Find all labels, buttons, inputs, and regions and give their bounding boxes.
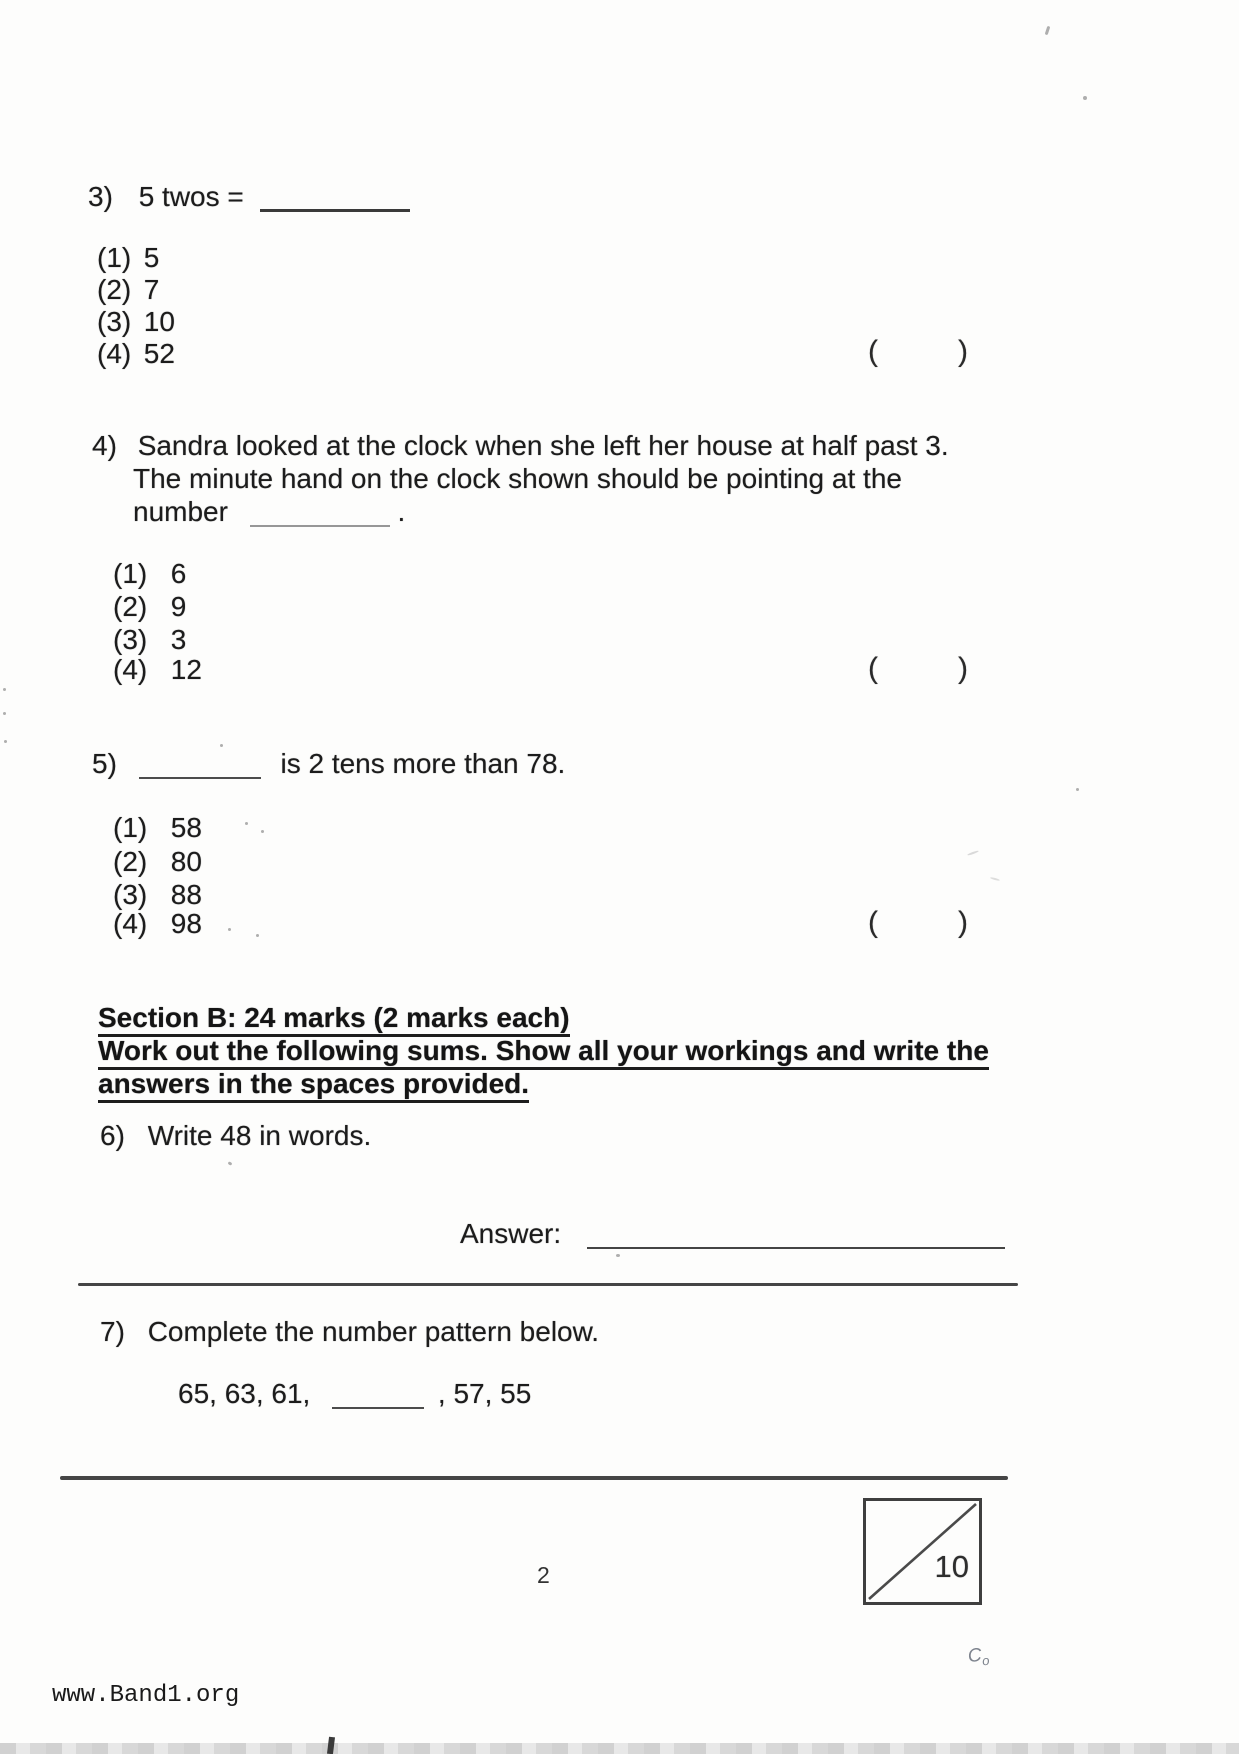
handwritten-mark-sub: o: [981, 1652, 991, 1669]
option-value: 58: [170, 812, 202, 843]
footer-divider: [60, 1476, 1008, 1480]
bracket-open: (: [868, 335, 878, 368]
option-label: (3): [97, 306, 132, 337]
scan-speck: [228, 1161, 233, 1166]
question-4-option-1: [113, 558, 186, 590]
question-6-answer-blank: [587, 1243, 1005, 1249]
bracket-close: ): [958, 335, 968, 368]
bracket-open: (: [868, 652, 878, 685]
section-b-title: Section B: 24 marks (2 marks each): [98, 1002, 570, 1037]
option-value: 9: [170, 591, 187, 622]
scan-speck: [1045, 26, 1051, 35]
question-3-answer-bracket: [868, 335, 968, 369]
question-6-stem: [100, 1120, 371, 1152]
question-7-number: 7): [100, 1316, 125, 1347]
question-7-text: Complete the number pattern below.: [147, 1316, 600, 1347]
question-3-number: 3): [88, 181, 113, 212]
scan-speck: [3, 688, 6, 691]
option-label: (2): [113, 846, 148, 877]
scan-speck: [261, 830, 264, 833]
bracket-close: ): [958, 906, 968, 939]
option-label: (3): [113, 879, 148, 910]
option-value: 7: [143, 274, 160, 305]
question-4-option-4: [113, 654, 202, 686]
question-4-stem-line1: [92, 430, 949, 462]
question-4-stem-line2: [133, 463, 902, 495]
scan-speck: [245, 822, 248, 825]
option-value: 98: [170, 908, 202, 939]
handwritten-mark-text: C: [966, 1644, 983, 1668]
section-divider: [78, 1283, 1018, 1286]
question-7-pattern: [178, 1378, 531, 1410]
website-footer: www.Band1.org: [52, 1682, 240, 1709]
question-5-text: is 2 tens more than 78.: [280, 748, 566, 779]
scan-speck: [228, 928, 231, 931]
option-label: (4): [113, 908, 148, 939]
section-b-heading-line3: [98, 1068, 529, 1100]
section-b-heading-line2: [98, 1035, 989, 1067]
question-4-answer-bracket: [868, 652, 968, 686]
option-value: 3: [170, 624, 187, 655]
option-label: (2): [113, 591, 148, 622]
marks-total: 10: [934, 1549, 969, 1584]
question-4-blank: [250, 521, 390, 527]
answer-label: Answer:: [460, 1218, 562, 1249]
question-6-number: 6): [100, 1120, 125, 1151]
option-value: 5: [143, 242, 160, 273]
scan-speck: [990, 877, 1000, 882]
option-label: (4): [113, 654, 148, 685]
question-5-number: 5): [92, 748, 117, 779]
scan-speck: [1076, 788, 1079, 791]
scan-speck: [1083, 96, 1087, 100]
question-4-option-2: [113, 591, 186, 623]
question-3-stem: [88, 181, 410, 213]
marks-box: [863, 1498, 982, 1605]
scan-speck: [616, 1254, 620, 1257]
option-label: (2): [97, 274, 132, 305]
question-5-answer-bracket: [868, 906, 968, 940]
bottom-scan-artifact: [0, 1743, 1239, 1754]
question-3-option-1: [97, 242, 159, 274]
option-label: (1): [97, 242, 132, 273]
option-value: 10: [143, 306, 175, 337]
question-4-text-line2: The minute hand on the clock shown should be pointing at the: [133, 463, 902, 494]
option-value: 12: [170, 654, 202, 685]
question-5-option-3: [113, 879, 202, 911]
pattern-prefix: 65, 63, 61,: [178, 1378, 311, 1409]
question-4-text-line3-period: .: [397, 496, 406, 527]
option-label: (3): [113, 624, 148, 655]
question-3-option-3: [97, 306, 175, 338]
question-5-stem: [92, 748, 565, 780]
question-6-text: Write 48 in words.: [147, 1120, 372, 1151]
question-5-option-1: [113, 812, 202, 844]
question-4-text-line1: Sandra looked at the clock when she left her house at half past 3.: [137, 430, 949, 461]
question-5-option-4: [113, 908, 202, 940]
option-value: 80: [170, 846, 202, 877]
page-number: 2: [537, 1562, 550, 1588]
question-4-text-line3: number: [133, 496, 228, 527]
bracket-close: ): [958, 652, 968, 685]
question-3-blank: [260, 205, 410, 212]
option-value: 52: [143, 338, 175, 369]
question-7-stem: [100, 1316, 599, 1348]
section-b-heading-line1: [98, 1002, 570, 1034]
question-3-option-2: [97, 274, 159, 306]
section-b-instructions-1: Work out the following sums. Show all your workings and write the: [98, 1035, 989, 1070]
bracket-open: (: [868, 906, 878, 939]
option-value: 88: [170, 879, 202, 910]
option-label: (4): [97, 338, 132, 369]
handwritten-mark: [967, 1644, 990, 1670]
pattern-suffix: , 57, 55: [437, 1378, 532, 1409]
scan-speck: [3, 712, 6, 715]
option-label: (1): [113, 812, 148, 843]
scan-speck: [4, 740, 7, 743]
question-7-blank: [332, 1403, 424, 1409]
question-5-blank: [139, 773, 261, 779]
question-4-option-3: [113, 624, 186, 656]
question-3-text: 5 twos =: [138, 181, 244, 212]
scan-speck: [220, 744, 223, 747]
option-label: (1): [113, 558, 148, 589]
question-4-stem-line3: [133, 496, 405, 528]
scan-speck: [256, 934, 259, 937]
question-6-answer-row: [460, 1218, 1005, 1250]
question-3-option-4: [97, 338, 175, 370]
question-5-option-2: [113, 846, 202, 878]
option-value: 6: [170, 558, 187, 589]
scan-speck: [967, 850, 979, 856]
question-4-number: 4): [92, 430, 117, 461]
section-b-instructions-2: answers in the spaces provided.: [98, 1068, 529, 1103]
